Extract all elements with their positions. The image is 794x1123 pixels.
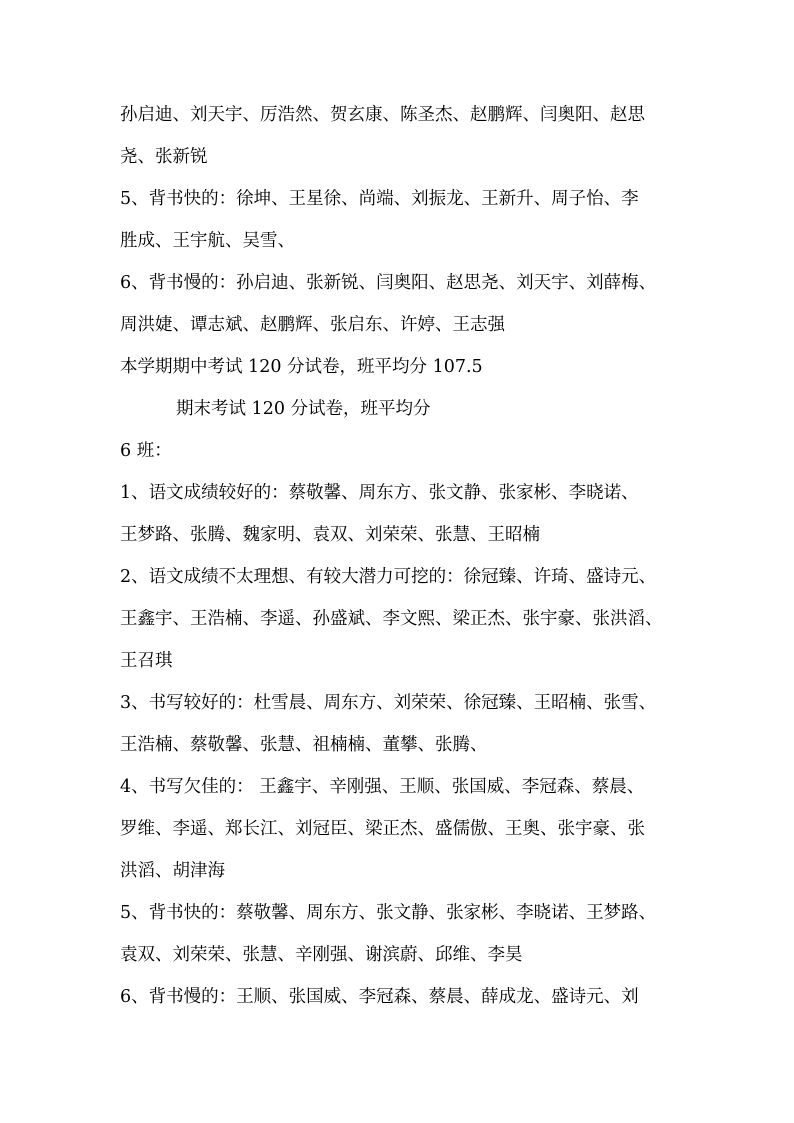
text-line: 罗维、李遥、郑长江、刘冠臣、梁正杰、盛儒傲、王奥、张宇豪、张 [120, 819, 645, 839]
text-line: 6、背书慢的：孙启迪、张新锐、闫奥阳、赵思尧、刘天宇、刘薛梅、 [120, 273, 657, 293]
text-line: 尧、张新锐 [120, 147, 208, 167]
text-line: 4、书写欠佳的： 王鑫宇、辛刚强、王顺、张国威、李冠森、蔡晨、 [120, 777, 645, 797]
text-line: 周洪婕、谭志斌、赵鹏辉、张启东、许婷、王志强 [120, 315, 505, 335]
text-line: 6、背书慢的：王顺、张国威、李冠森、蔡晨、薛成龙、盛诗元、刘 [120, 987, 639, 1007]
text-line: 2、语文成绩不太理想、有较大潜力可挖的：徐冠臻、许琦、盛诗元、 [120, 567, 657, 587]
text-line: 5、背书快的：蔡敬馨、周东方、张文静、张家彬、李晓诺、王梦路、 [120, 903, 657, 923]
text-line: 王浩楠、蔡敬馨、张慧、祖楠楠、董攀、张腾、 [120, 735, 488, 755]
text-line: 6 班： [120, 441, 172, 461]
text-line: 王鑫宇、王浩楠、李遥、孙盛斌、李文熙、梁正杰、张宇豪、张洪滔、 [120, 609, 663, 629]
text-line: 期末考试 120 分试卷，班平均分 [176, 399, 431, 419]
text-line: 袁双、刘荣荣、张慧、辛刚强、谢滨蔚、邱维、李昊 [120, 945, 523, 965]
text-line: 王召琪 [120, 651, 173, 671]
text-line: 孙启迪、刘天宇、厉浩然、贺玄康、陈圣杰、赵鹏辉、闫奥阳、赵思 [120, 105, 645, 125]
text-line: 5、背书快的：徐坤、王星徐、尚端、刘振龙、王新升、周子怡、李 [120, 189, 639, 209]
text-line: 胜成、王宇航、吴雪、 [120, 231, 295, 251]
text-line: 洪滔、胡津海 [120, 861, 225, 881]
text-line: 3、书写较好的：杜雪晨、周东方、刘荣荣、徐冠臻、王昭楠、张雪、 [120, 693, 657, 713]
text-line: 王梦路、张腾、魏家明、袁双、刘荣荣、张慧、王昭楠 [120, 525, 540, 545]
text-line: 1、语文成绩较好的：蔡敬馨、周东方、张文静、张家彬、李晓诺、 [120, 483, 639, 503]
text-line: 本学期期中考试 120 分试卷，班平均分 107.5 [120, 357, 483, 377]
